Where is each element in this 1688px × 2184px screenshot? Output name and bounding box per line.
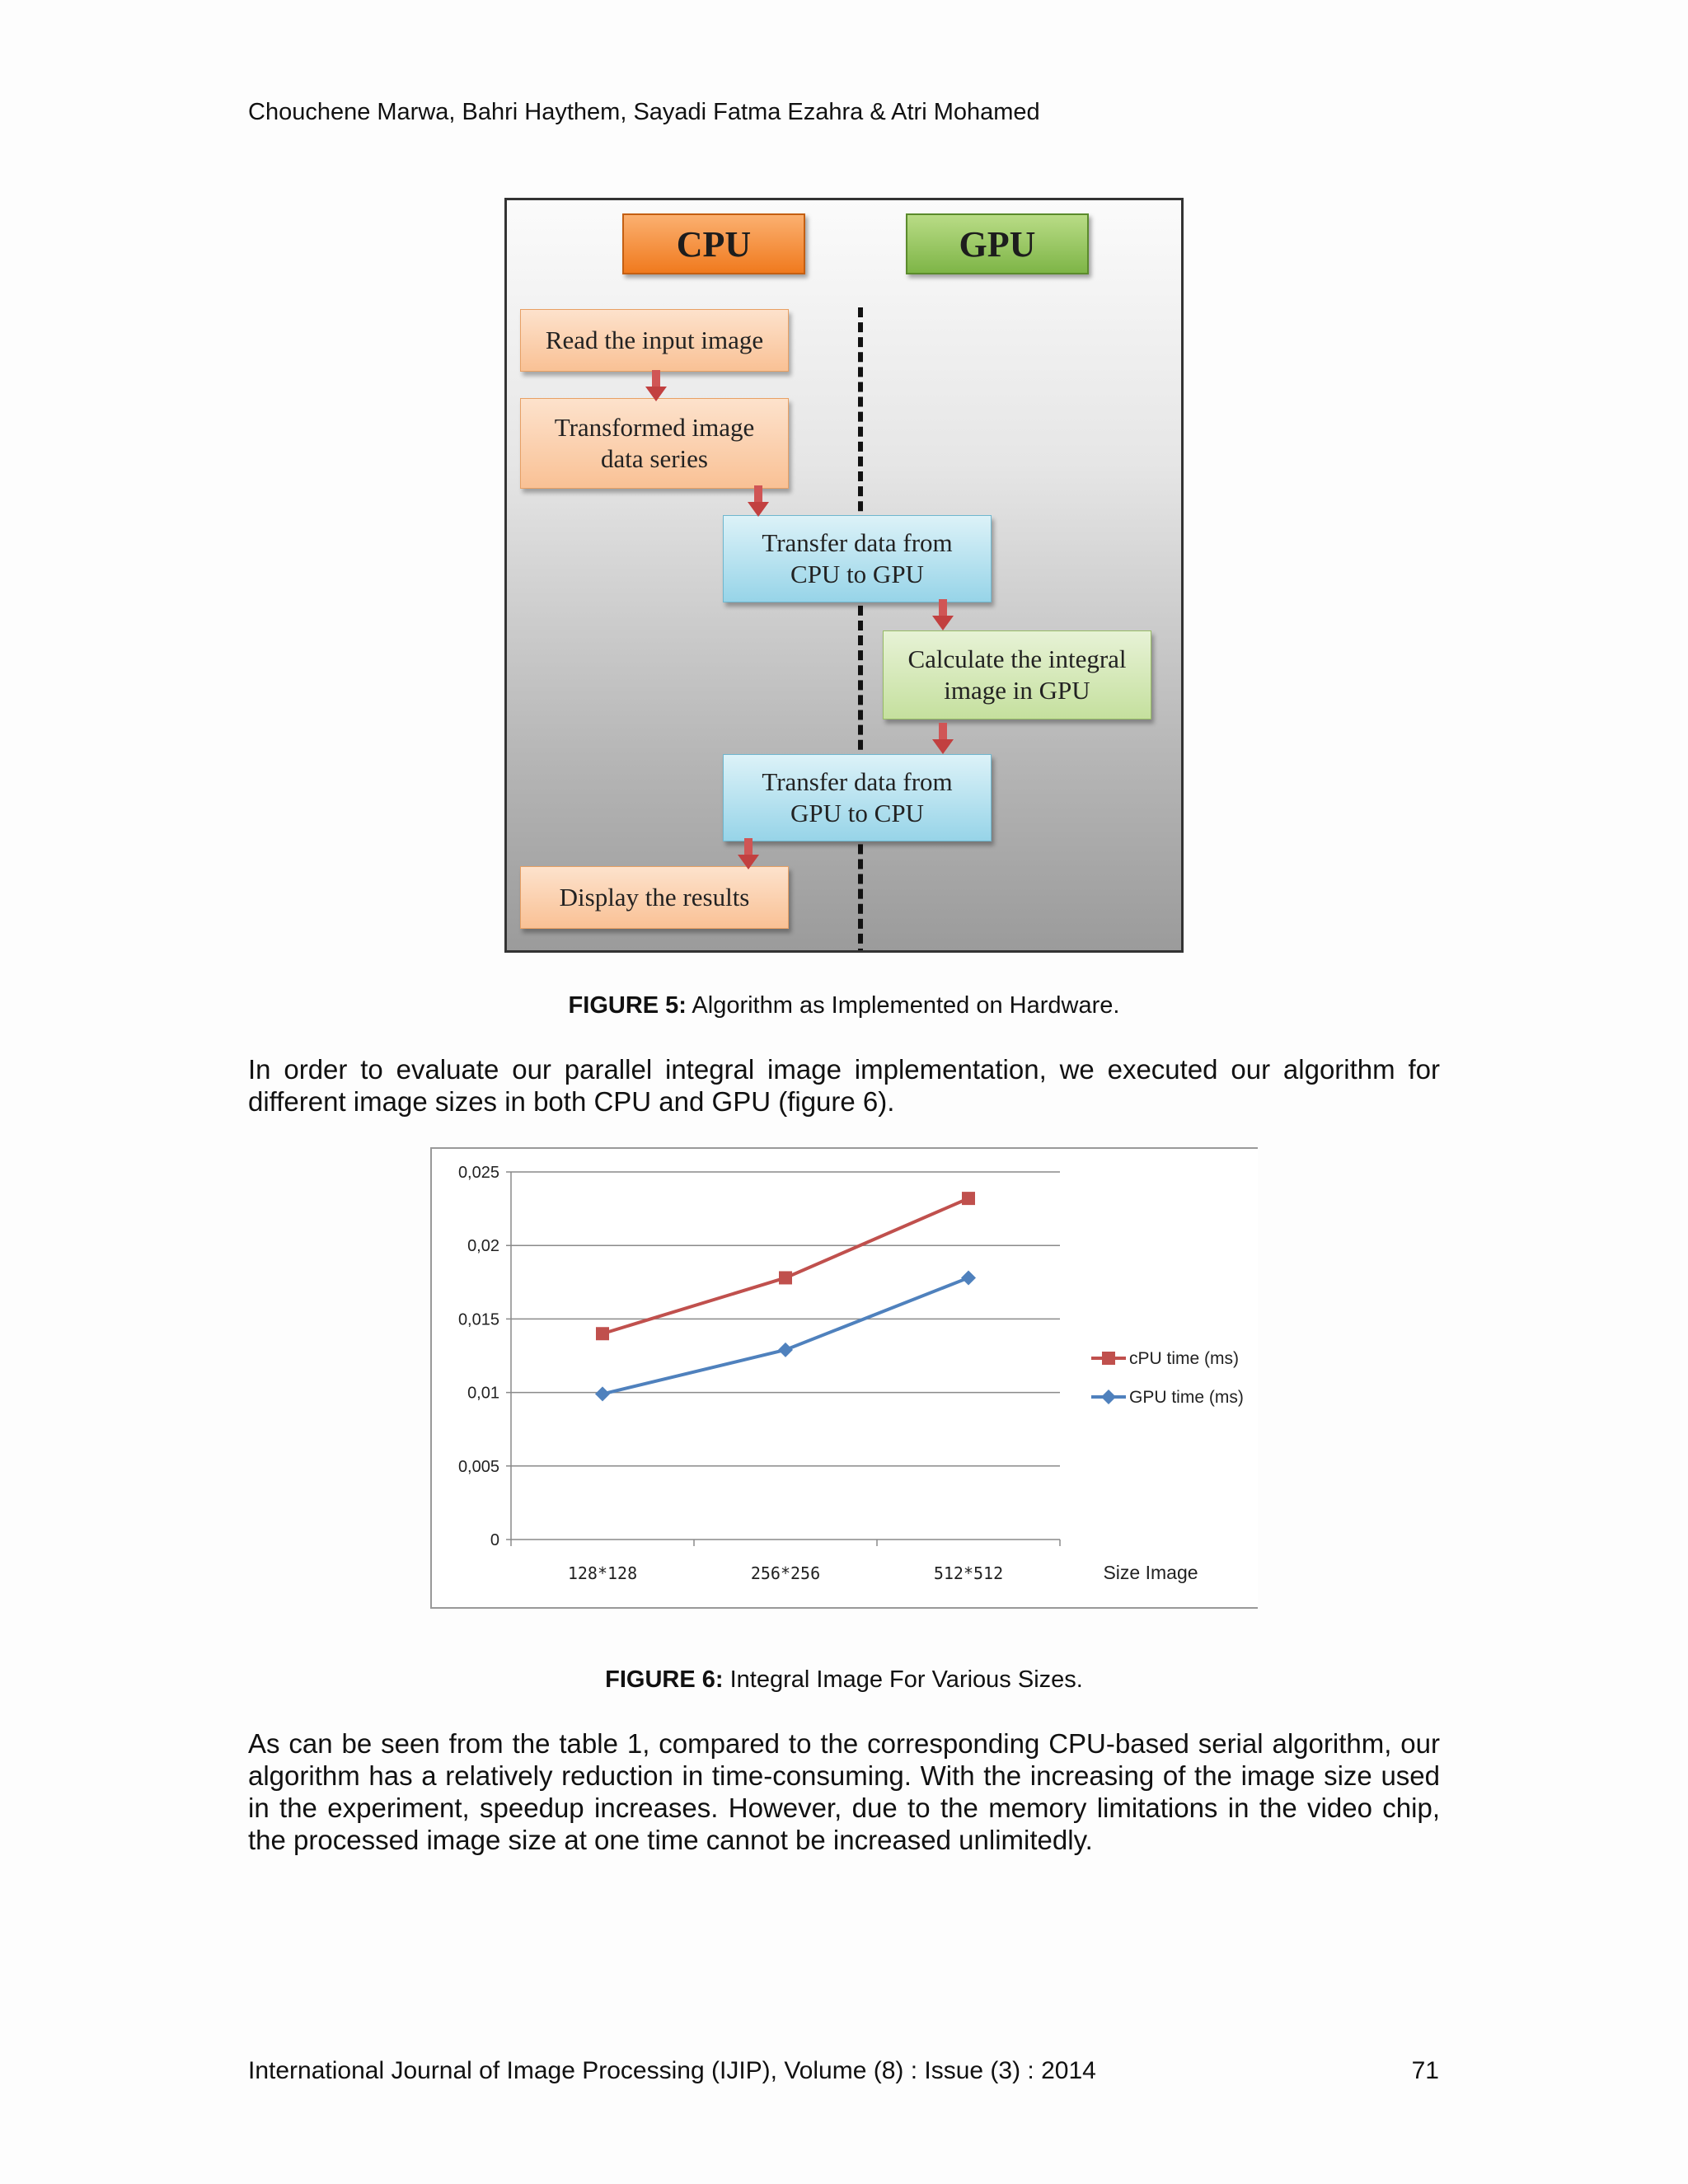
- step-to-gpu-line-1: Transfer data from: [762, 528, 953, 557]
- x-tick-label: 128*128: [567, 1563, 638, 1583]
- step-calculate-integral-label: [907, 644, 1126, 706]
- legend-swatch-marker: [1102, 1352, 1115, 1365]
- data-point: [962, 1192, 975, 1205]
- legend-entry: cPU time (ms): [1129, 1349, 1239, 1368]
- series-line: [603, 1198, 968, 1333]
- step-display-results-label: Display the results: [559, 883, 750, 912]
- data-point: [779, 1271, 792, 1284]
- cpu-gpu-divider: [858, 307, 863, 953]
- down-arrow-icon: [748, 485, 769, 517]
- figure-6-caption-text: Integral Image For Various Sizes.: [723, 1666, 1083, 1693]
- down-arrow-icon: [932, 599, 954, 630]
- gpu-column-header: GPU: [906, 213, 1089, 274]
- paragraph-results: As can be seen from the table 1, compared to the corresponding CPU-based serial algorithm, our algorithm has a relatively reduction in time-consuming. With the increasing of the image size used in the experiment, speedup increases. However, due to the memory limitations in the video chip, the processed image size at one time cannot be increased unlimitedly.: [248, 1728, 1440, 1855]
- step-calc-line-2: image in GPU: [944, 676, 1090, 705]
- x-tick-label: 256*256: [750, 1563, 821, 1583]
- chart-canvas: [432, 1149, 1258, 1607]
- figure-5-caption-label: FIGURE 5:: [568, 992, 687, 1019]
- figure-5-caption-text: Algorithm as Implemented on Hardware.: [686, 992, 1120, 1019]
- figure-6-caption: [0, 1666, 1688, 1694]
- step-to-cpu-line-2: GPU to CPU: [790, 799, 924, 827]
- y-tick-label: 0,005: [457, 1457, 499, 1476]
- footer-page-number: 71: [1411, 2057, 1439, 2084]
- step-calc-line-1: Calculate the integral: [907, 644, 1127, 673]
- step-to-gpu-line-2: CPU to GPU: [790, 560, 924, 588]
- cpu-column-header: CPU: [622, 213, 805, 274]
- data-point: [961, 1270, 976, 1285]
- step-transform-line-1: Transformed image: [554, 413, 755, 442]
- y-tick-label: 0,015: [457, 1310, 499, 1329]
- data-point: [778, 1343, 793, 1357]
- footer-journal: International Journal of Image Processing (IJIP), Volume (8) : Issue (3) : 2014: [248, 2057, 1096, 2084]
- step-read-input: [520, 309, 789, 372]
- y-tick-label: 0: [490, 1531, 499, 1549]
- y-tick-label: 0,02: [467, 1237, 499, 1256]
- step-transfer-to-gpu: [723, 515, 992, 602]
- y-tick-label: 0,025: [457, 1164, 499, 1182]
- down-arrow-icon: [645, 370, 667, 401]
- step-transform-line-2: data series: [601, 444, 708, 473]
- step-read-input-label: Read the input image: [545, 326, 764, 354]
- hardware-flowchart: [504, 198, 1184, 953]
- step-transfer-to-gpu-label: [762, 527, 952, 590]
- step-transfer-to-cpu-label: [762, 766, 952, 829]
- legend-entry: GPU time (ms): [1129, 1388, 1244, 1407]
- figure-6-caption-label: FIGURE 6:: [605, 1666, 724, 1693]
- figure-5-caption: [0, 992, 1688, 1019]
- legend-swatch-marker: [1101, 1390, 1116, 1404]
- step-calculate-integral: [883, 630, 1151, 719]
- paragraph-evaluation: In order to evaluate our parallel integral image implementation, we executed our algorithm for different image sizes in both CPU and GPU (figure 6).: [248, 1054, 1440, 1117]
- data-point: [596, 1327, 609, 1340]
- integral-image-timing-chart: [430, 1147, 1258, 1609]
- down-arrow-icon: [932, 723, 954, 754]
- step-to-cpu-line-1: Transfer data from: [762, 767, 953, 796]
- step-transform-data: [520, 398, 789, 489]
- running-header: Chouchene Marwa, Bahri Haythem, Sayadi Fatma Ezahra & Atri Mohamed: [248, 99, 1040, 125]
- data-point: [595, 1386, 610, 1401]
- step-display-results: [520, 866, 789, 929]
- down-arrow-icon: [738, 838, 759, 869]
- x-tick-label: 512*512: [933, 1563, 1004, 1583]
- step-transform-data-label: [555, 412, 755, 475]
- y-tick-label: 0,01: [467, 1384, 499, 1403]
- x-axis-title: Size Image: [1103, 1562, 1198, 1583]
- step-transfer-to-cpu: [723, 754, 992, 841]
- series-line: [603, 1277, 968, 1394]
